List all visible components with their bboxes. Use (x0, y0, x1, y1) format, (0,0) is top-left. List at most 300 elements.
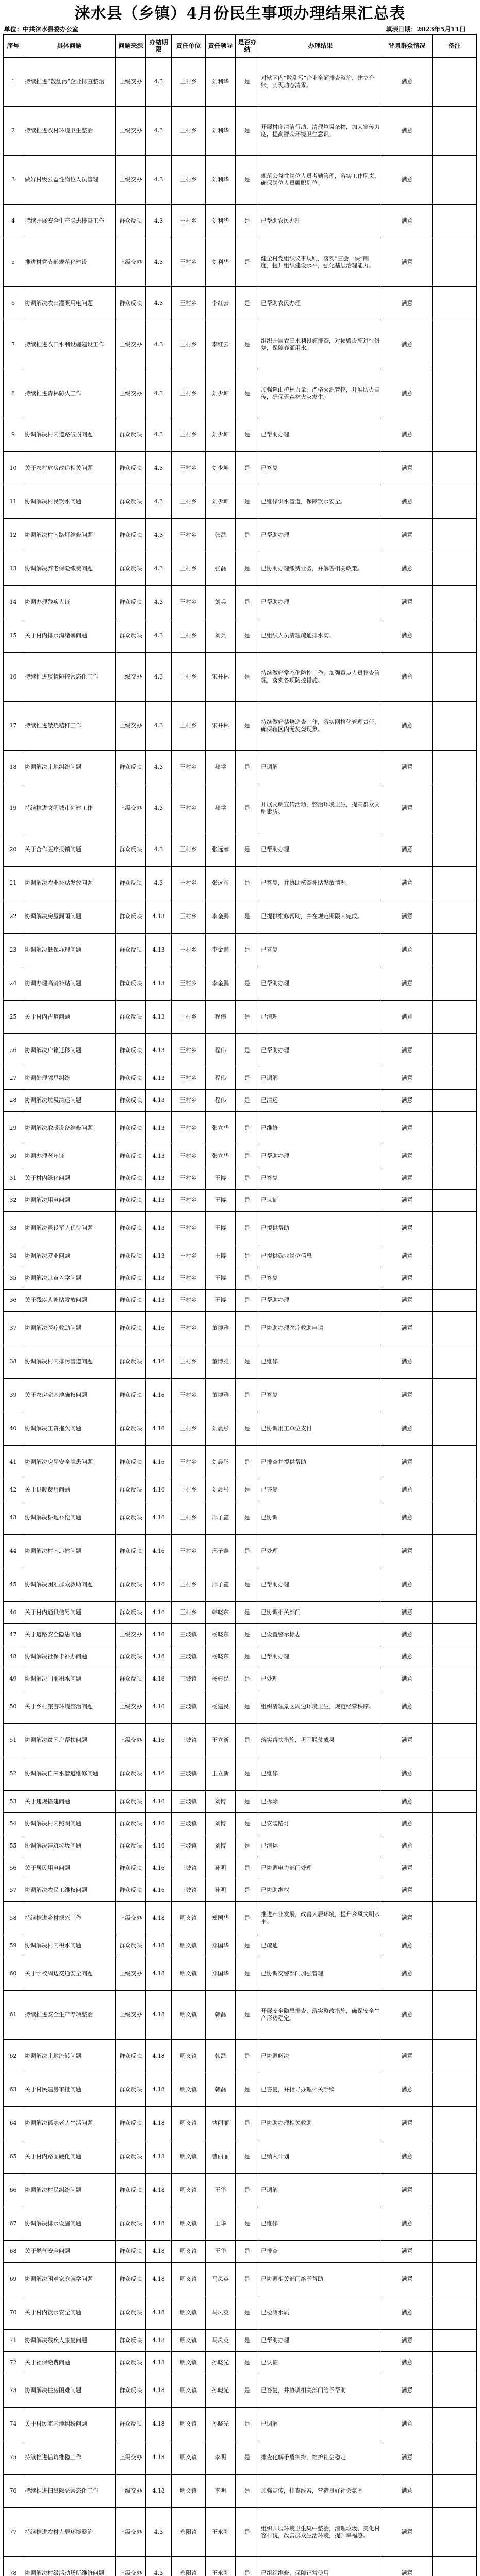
cell-src: 群众反映 (116, 452, 146, 485)
cell-result: 推进产业发展，改善人居环境，提升乡风文明水平。 (259, 1902, 382, 1935)
cell-issue: 协调解决就业问题 (23, 1245, 116, 1267)
cell-leader: 刘少坤 (206, 369, 236, 418)
cell-note (433, 1690, 477, 1724)
cell-leader: 刘利华 (206, 205, 236, 238)
cell-dl: 4.13 (146, 1001, 172, 1034)
cell-src: 群众反映 (116, 867, 146, 900)
cell-result: 已检测水质 (259, 2296, 382, 2330)
cell-dl: 4.3 (146, 205, 172, 238)
cell-no: 3 (4, 156, 23, 205)
cell-dl: 4.3 (146, 867, 172, 900)
cell-unit: 三坡镇 (172, 1646, 206, 1668)
cell-leader: 王立新 (206, 1724, 236, 1757)
cell-no: 1 (4, 58, 23, 107)
cell-dl: 4.3 (146, 369, 172, 418)
cell-unit: 明义镇 (172, 2352, 206, 2374)
cell-unit: 王村乡 (172, 1568, 206, 1602)
cell-src: 上级交办 (116, 107, 146, 156)
page-title: 涞水县（乡镇）4月份民生事项办理结果汇总表 (74, 5, 406, 23)
table-row (4, 1568, 477, 1602)
cell-result: 已答复 (259, 1479, 382, 1501)
cell-no: 63 (4, 2073, 23, 2107)
cell-done: 是 (236, 1446, 259, 1479)
cell-result: 已组织维修，保障正常使用 (259, 2557, 382, 2576)
cell-done: 是 (236, 2352, 259, 2374)
cell-no: 13 (4, 552, 23, 586)
cell-dl: 4.18 (146, 2174, 172, 2207)
cell-result: 组织开展环境卫生集中整治，清理垃圾，美化村容村貌，改善群众生活环境，提升幸福感。 (259, 2508, 382, 2557)
cell-done: 是 (236, 107, 259, 156)
cell-src: 群众反映 (116, 1112, 146, 1145)
cell-issue: 持续推进“散乱污”企业排查整治 (23, 58, 116, 107)
cell-issue: 协调解决贫困户帮扶问题 (23, 1724, 116, 1757)
cell-no: 52 (4, 1757, 23, 1791)
cell-eval: 满意 (382, 1112, 433, 1145)
cell-eval: 满意 (382, 1991, 433, 2040)
cell-done: 是 (236, 1190, 259, 1212)
cell-result: 已帮助农民办理 (259, 205, 382, 238)
cell-src: 群众反映 (116, 833, 146, 867)
cell-src: 群众反映 (116, 586, 146, 619)
cell-no: 65 (4, 2140, 23, 2174)
cell-src: 群众反映 (116, 1757, 146, 1791)
cell-src: 上级交办 (116, 1991, 146, 2040)
cell-done: 是 (236, 418, 259, 452)
cell-dl: 4.16 (146, 1446, 172, 1479)
subheader (3, 25, 477, 33)
cell-src: 群众反映 (116, 205, 146, 238)
cell-dl: 4.16 (146, 1479, 172, 1501)
cell-note (433, 586, 477, 619)
cell-note (433, 934, 477, 967)
cell-note (433, 1791, 477, 1813)
cell-unit: 永阳镇 (172, 2508, 206, 2557)
cell-src: 上级交办 (116, 2557, 146, 2576)
cell-unit: 王村乡 (172, 552, 206, 586)
column-header: 办结期限 (146, 35, 172, 58)
cell-note (433, 1290, 477, 1312)
cell-done: 是 (236, 2207, 259, 2241)
cell-eval: 满意 (382, 238, 433, 287)
cell-result: 已协助办理相关救助 (259, 2107, 382, 2140)
cell-note (433, 2330, 477, 2352)
cell-issue: 关于村内路面硬化问题 (23, 2140, 116, 2174)
cell-leader: 杨建民 (206, 1668, 236, 1690)
table-row (4, 2296, 477, 2330)
cell-note (433, 2140, 477, 2174)
cell-no: 34 (4, 1245, 23, 1267)
cell-dl: 4.3 (146, 586, 172, 619)
cell-src: 群众反映 (116, 1312, 146, 1345)
cell-eval: 满意 (382, 1001, 433, 1034)
cell-done: 是 (236, 1479, 259, 1501)
table-row (4, 653, 477, 702)
cell-note (433, 1501, 477, 1535)
cell-dl: 4.13 (146, 934, 172, 967)
cell-src: 群众反映 (116, 1267, 146, 1290)
cell-done: 是 (236, 287, 259, 320)
cell-eval: 满意 (382, 2330, 433, 2352)
cell-eval: 满意 (382, 751, 433, 784)
cell-eval: 满意 (382, 1535, 433, 1568)
cell-eval: 满意 (382, 1902, 433, 1935)
cell-dl: 4.3 (146, 287, 172, 320)
cell-note (433, 1345, 477, 1379)
cell-dl: 4.3 (146, 702, 172, 751)
table-row (4, 586, 477, 619)
cell-dl: 4.18 (146, 2263, 172, 2296)
cell-no: 20 (4, 833, 23, 867)
cell-leader: 刘利华 (206, 156, 236, 205)
cell-unit: 王村乡 (172, 485, 206, 519)
cell-dl: 4.13 (146, 1190, 172, 1212)
cell-dl: 4.16 (146, 1568, 172, 1602)
cell-eval: 满意 (382, 320, 433, 369)
cell-no: 16 (4, 653, 23, 702)
cell-note (433, 2073, 477, 2107)
cell-dl: 4.16 (146, 1602, 172, 1624)
cell-issue: 关于社保缴费问题 (23, 2352, 116, 2374)
cell-leader: 马凤英 (206, 2296, 236, 2330)
cell-issue: 协调解决低保办理问题 (23, 934, 116, 967)
cell-issue: 协调解决自来水管道维修问题 (23, 1757, 116, 1791)
cell-leader: 李金鹏 (206, 967, 236, 1001)
cell-done: 是 (236, 1245, 259, 1267)
cell-eval: 满意 (382, 107, 433, 156)
cell-eval: 满意 (382, 1791, 433, 1813)
table-row (4, 107, 477, 156)
cell-src: 群众反映 (116, 1879, 146, 1902)
cell-result: 开展文明宣传活动，整治环境卫生，提高群众文明素质。 (259, 784, 382, 833)
cell-dl: 4.13 (146, 967, 172, 1001)
cell-src: 群众反映 (116, 2330, 146, 2352)
cell-issue: 关于村民宅基地纠纷问题 (23, 2408, 116, 2441)
cell-issue: 协调解决村内排污管道问题 (23, 1345, 116, 1379)
cell-leader: 王华 (206, 2174, 236, 2207)
cell-no: 56 (4, 1857, 23, 1879)
cell-result: 已拆除 (259, 1791, 382, 1813)
cell-no: 11 (4, 485, 23, 519)
cell-done: 是 (236, 2107, 259, 2140)
cell-src: 群众反映 (116, 1190, 146, 1212)
cell-unit: 永阳镇 (172, 2557, 206, 2576)
cell-issue: 关于残疾人补贴发放问题 (23, 1290, 116, 1312)
cell-eval: 满意 (382, 1067, 433, 1090)
cell-unit: 王村乡 (172, 934, 206, 967)
cell-eval: 满意 (382, 552, 433, 586)
cell-done: 是 (236, 2441, 259, 2475)
cell-issue: 协调解决村级活动场所维修问题 (23, 2557, 116, 2576)
cell-src: 群众反映 (116, 519, 146, 552)
cell-leader: 李金鹏 (206, 900, 236, 934)
cell-issue: 持续推进安全生产专项整治 (23, 1991, 116, 2040)
cell-issue: 协调解决村内积水问题 (23, 1935, 116, 1957)
cell-issue: 关于燃气安全问题 (23, 2241, 116, 2263)
cell-leader: 刘晨彤 (206, 1479, 236, 1501)
cell-no: 40 (4, 1412, 23, 1446)
cell-src: 群众反映 (116, 2073, 146, 2107)
cell-leader: 张磊 (206, 552, 236, 586)
cell-note (433, 1446, 477, 1479)
cell-unit: 明义镇 (172, 1935, 206, 1957)
cell-unit: 明义镇 (172, 2107, 206, 2140)
column-header: 序号 (4, 35, 23, 58)
table-row (4, 485, 477, 519)
cell-unit: 三坡镇 (172, 1624, 206, 1646)
cell-eval: 满意 (382, 900, 433, 934)
cell-issue: 关于居民用电问题 (23, 1857, 116, 1879)
table-row (4, 1090, 477, 1112)
cell-done: 是 (236, 751, 259, 784)
cell-issue: 协调解决儿童入学问题 (23, 1267, 116, 1290)
cell-note (433, 1090, 477, 1112)
cell-eval: 满意 (382, 2408, 433, 2441)
cell-unit: 三坡镇 (172, 1791, 206, 1813)
cell-dl: 4.18 (146, 2408, 172, 2441)
cell-issue: 协调解决医疗救助问题 (23, 1312, 116, 1345)
cell-no: 6 (4, 287, 23, 320)
cell-eval: 满意 (382, 1145, 433, 1167)
cell-eval: 满意 (382, 1501, 433, 1535)
cell-unit: 王村乡 (172, 967, 206, 1001)
cell-dl: 4.16 (146, 1501, 172, 1535)
cell-src: 群众反映 (116, 418, 146, 452)
cell-unit: 王村乡 (172, 653, 206, 702)
cell-unit: 王村乡 (172, 58, 206, 107)
table-row (4, 2241, 477, 2263)
cell-done: 是 (236, 867, 259, 900)
cell-leader: 刘晨彤 (206, 1446, 236, 1479)
cell-src: 群众反映 (116, 1412, 146, 1446)
cell-eval: 满意 (382, 2241, 433, 2263)
cell-eval: 满意 (382, 2107, 433, 2140)
cell-issue: 关于村内饮水安全问题 (23, 2296, 116, 2330)
cell-eval: 满意 (382, 1212, 433, 1245)
table-row (4, 2040, 477, 2073)
cell-leader: 曹丽丽 (206, 2107, 236, 2140)
cell-note (433, 2040, 477, 2073)
cell-src: 上级交办 (116, 369, 146, 418)
cell-result: 已协调用工单位支付 (259, 1412, 382, 1446)
cell-eval: 满意 (382, 2475, 433, 2508)
cell-dl: 4.16 (146, 1535, 172, 1568)
cell-dl: 4.16 (146, 1724, 172, 1757)
cell-note (433, 1624, 477, 1646)
cell-issue: 关于学校周边交通安全问题 (23, 1957, 116, 1991)
cell-issue: 关于乡村旅游环境整治问题 (23, 1690, 116, 1724)
cell-dl: 4.16 (146, 1379, 172, 1412)
cell-no: 73 (4, 2374, 23, 2408)
cell-leader: 邢子鑫 (206, 1568, 236, 1602)
cell-src: 群众反映 (116, 1935, 146, 1957)
cell-src: 群众反映 (116, 2374, 146, 2408)
cell-dl: 4.18 (146, 2296, 172, 2330)
cell-unit: 王村乡 (172, 519, 206, 552)
cell-eval: 满意 (382, 1879, 433, 1902)
table-row (4, 1290, 477, 1312)
cell-leader: 刘少坤 (206, 452, 236, 485)
cell-issue: 持续推进信访维稳工作 (23, 2441, 116, 2475)
cell-issue: 协调解决耕地补偿问题 (23, 1501, 116, 1535)
cell-issue: 协调解决工资拖欠问题 (23, 1412, 116, 1446)
cell-src: 群众反映 (116, 1568, 146, 1602)
cell-done: 是 (236, 1690, 259, 1724)
cell-unit: 明义镇 (172, 2263, 206, 2296)
cell-issue: 关于村内绿化问题 (23, 1167, 116, 1190)
cell-result: 已维修 (259, 1345, 382, 1379)
cell-result: 已答复 (259, 1267, 382, 1290)
cell-no: 71 (4, 2330, 23, 2352)
cell-result: 持续做好禁烧巡查工作，落实网格化管理责任，确保辖区内无焚烧现象。 (259, 702, 382, 751)
cell-dl: 4.3 (146, 58, 172, 107)
cell-src: 上级交办 (116, 702, 146, 751)
cell-done: 是 (236, 1835, 259, 1857)
cell-unit: 王村乡 (172, 1067, 206, 1090)
cell-leader: 张远彦 (206, 833, 236, 867)
cell-result: 已提供就业岗位信息 (259, 1245, 382, 1267)
cell-src: 群众反映 (116, 2296, 146, 2330)
cell-no: 44 (4, 1535, 23, 1568)
cell-leader: 刘博 (206, 1813, 236, 1835)
cell-dl: 4.13 (146, 1245, 172, 1267)
cell-leader: 王博 (206, 1245, 236, 1267)
cell-note (433, 1067, 477, 1090)
cell-unit: 三坡镇 (172, 1813, 206, 1835)
cell-no: 43 (4, 1501, 23, 1535)
cell-note (433, 418, 477, 452)
cell-done: 是 (236, 1001, 259, 1034)
cell-note (433, 2107, 477, 2140)
cell-result: 已协调相关部门给予帮助 (259, 2263, 382, 2296)
table-row (4, 2207, 477, 2241)
cell-leader: 程伟 (206, 1090, 236, 1112)
cell-no: 14 (4, 586, 23, 619)
cell-no: 53 (4, 1791, 23, 1813)
cell-no: 75 (4, 2441, 23, 2475)
cell-unit: 王村乡 (172, 238, 206, 287)
cell-unit: 王村乡 (172, 1190, 206, 1212)
cell-eval: 满意 (382, 156, 433, 205)
cell-unit: 王村乡 (172, 1090, 206, 1112)
cell-issue: 关于合作医疗报销问题 (23, 833, 116, 867)
cell-unit: 王村乡 (172, 833, 206, 867)
cell-src: 群众反映 (116, 619, 146, 653)
cell-done: 是 (236, 1857, 259, 1879)
cell-leader: 王华 (206, 2207, 236, 2241)
cell-no: 28 (4, 1090, 23, 1112)
cell-eval: 满意 (382, 2374, 433, 2408)
cell-no: 60 (4, 1957, 23, 1991)
cell-unit: 明义镇 (172, 1991, 206, 2040)
cell-unit: 明义镇 (172, 2140, 206, 2174)
table-row (4, 1813, 477, 1835)
cell-done: 是 (236, 1602, 259, 1624)
cell-eval: 满意 (382, 369, 433, 418)
cell-issue: 协调解决门前积水问题 (23, 1668, 116, 1690)
cell-eval: 满意 (382, 2296, 433, 2330)
table-row (4, 1791, 477, 1813)
cell-dl: 4.16 (146, 1646, 172, 1668)
cell-eval: 满意 (382, 1290, 433, 1312)
cell-no: 64 (4, 2107, 23, 2140)
cell-issue: 持续推进疫情防控常态化工作 (23, 653, 116, 702)
cell-done: 是 (236, 1813, 259, 1835)
cell-dl: 4.16 (146, 1757, 172, 1791)
cell-unit: 明义镇 (172, 2475, 206, 2508)
cell-done: 是 (236, 1902, 259, 1935)
cell-issue: 协调办理残疾人证 (23, 586, 116, 619)
cell-result: 已组织人员清理疏通排水沟。 (259, 619, 382, 653)
cell-result: 已答复 (259, 1167, 382, 1190)
cell-no: 36 (4, 1290, 23, 1312)
cell-unit: 王村乡 (172, 1479, 206, 1501)
cell-result: 已调解 (259, 1067, 382, 1090)
cell-result: 落实帮扶措施，巩固脱贫成果 (259, 1724, 382, 1757)
cell-no: 42 (4, 1479, 23, 1501)
cell-result: 已疏通 (259, 1935, 382, 1957)
cell-eval: 满意 (382, 1190, 433, 1212)
table-body (4, 58, 477, 2576)
cell-no: 62 (4, 2040, 23, 2073)
cell-leader: 李明 (206, 2441, 236, 2475)
cell-issue: 协调解决排水设施问题 (23, 2207, 116, 2241)
cell-done: 是 (236, 2263, 259, 2296)
cell-leader: 孙晓光 (206, 2352, 236, 2374)
table-row (4, 2408, 477, 2441)
cell-leader: 张立华 (206, 1145, 236, 1167)
cell-unit: 王村乡 (172, 1001, 206, 1034)
cell-unit: 明义镇 (172, 2408, 206, 2441)
cell-unit: 王村乡 (172, 1267, 206, 1290)
cell-src: 群众反映 (116, 2174, 146, 2207)
cell-note (433, 1001, 477, 1034)
cell-result: 已帮助办理 (259, 1646, 382, 1668)
cell-src: 群众反映 (116, 1167, 146, 1190)
cell-issue: 关于供暖费用问题 (23, 1479, 116, 1501)
cell-unit: 王村乡 (172, 1112, 206, 1145)
cell-leader: 董博雅 (206, 1312, 236, 1345)
cell-result: 已协调解决 (259, 2040, 382, 2073)
cell-issue: 协调解决困难家庭就学问题 (23, 2263, 116, 2296)
cell-note (433, 2475, 477, 2508)
cell-issue: 持续推进乡村振兴工作 (23, 1902, 116, 1935)
cell-unit: 王村乡 (172, 751, 206, 784)
cell-leader: 张远彦 (206, 867, 236, 900)
cell-no: 51 (4, 1724, 23, 1757)
cell-dl: 4.16 (146, 1668, 172, 1690)
cell-dl: 4.13 (146, 1067, 172, 1090)
cell-no: 39 (4, 1379, 23, 1412)
cell-done: 是 (236, 485, 259, 519)
cell-leader: 刘少坤 (206, 485, 236, 519)
cell-unit: 明义镇 (172, 2241, 206, 2263)
cell-result: 已调解 (259, 2408, 382, 2441)
cell-src: 群众反映 (116, 1345, 146, 1379)
table-row (4, 2441, 477, 2475)
table-row (4, 1412, 477, 1446)
cell-note (433, 1212, 477, 1245)
table-row (4, 1112, 477, 1145)
cell-result: 已帮助农民办理 (259, 287, 382, 320)
cell-no: 18 (4, 751, 23, 784)
cell-issue: 协调解决养老保险缴费问题 (23, 552, 116, 586)
cell-note (433, 156, 477, 205)
cell-leader: 刘利华 (206, 58, 236, 107)
cell-issue: 关于道路安全隐患问题 (23, 1624, 116, 1646)
table-row (4, 1724, 477, 1757)
unit-label: 单位：中共涞水县委办公室 (4, 26, 79, 33)
cell-note (433, 107, 477, 156)
